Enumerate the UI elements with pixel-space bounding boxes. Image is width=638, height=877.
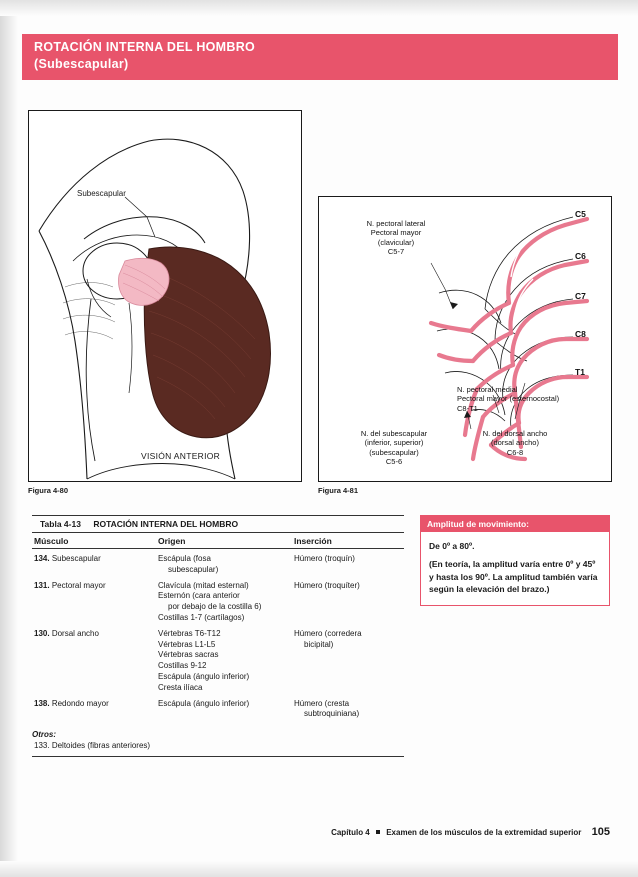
muscle-table bbox=[32, 515, 404, 757]
muscle-number: 133. bbox=[34, 741, 50, 751]
footer-bullet-icon bbox=[376, 830, 380, 834]
label-subscapular-line1: N. del subescapular bbox=[360, 429, 428, 438]
table-cell-musculo bbox=[32, 741, 158, 750]
table-row-otros bbox=[32, 739, 404, 750]
insercion-line: Húmero (cresta bbox=[294, 698, 350, 708]
table-row bbox=[32, 549, 404, 576]
label-thoracodorsal-line2: (dorsal ancho) bbox=[491, 438, 539, 448]
muscle-name: Dorsal ancho bbox=[51, 628, 99, 638]
table-cell-musculo bbox=[32, 581, 158, 624]
origen-line: Vértebras T6-T12 bbox=[158, 628, 221, 638]
muscle-number: 138. bbox=[34, 698, 50, 708]
label-lateral-pectoral-line3: (clavicular) bbox=[377, 237, 415, 247]
origen-line: Esternón (cara anterior bbox=[158, 591, 240, 601]
figure-4-80-view-label: VISIÓN ANTERIOR bbox=[141, 451, 221, 461]
table-cell-insercion bbox=[294, 629, 404, 694]
root-label-c5: C5 bbox=[575, 209, 586, 219]
label-lateral-pectoral-nerve bbox=[331, 219, 461, 257]
label-medial-pectoral-nerve bbox=[457, 385, 609, 413]
label-subscapular-line2: (inferior, superior) bbox=[364, 438, 424, 448]
label-subscapular-line4: C5-6 bbox=[385, 457, 403, 467]
origen-line: Cresta ilíaca bbox=[158, 682, 203, 692]
muscle-name: Redondo mayor bbox=[51, 698, 109, 708]
label-lateral-pectoral-line1: N. pectoral lateral bbox=[366, 219, 426, 228]
table-bottom-rule bbox=[32, 756, 404, 757]
table-cell-insercion bbox=[294, 554, 404, 576]
origen-line: Vértebras L1-L5 bbox=[158, 639, 216, 649]
page-title: ROTACIÓN INTERNA DEL HOMBRO bbox=[34, 40, 256, 54]
insercion-line: Húmero (troquín) bbox=[294, 554, 355, 563]
root-label-c7: C7 bbox=[575, 291, 586, 301]
figure-4-81 bbox=[318, 196, 612, 482]
table-cell-insercion bbox=[294, 581, 404, 624]
label-subscapular-nerve bbox=[335, 429, 453, 467]
insercion-line: subtroquiniana) bbox=[304, 709, 360, 719]
page-edge-shading-top bbox=[0, 0, 638, 16]
muscle-name: Subescapular bbox=[51, 554, 101, 563]
table-header-row bbox=[32, 533, 404, 549]
table-header-origen: Origen bbox=[158, 536, 186, 546]
table-row bbox=[32, 694, 404, 721]
label-thoracodorsal-line1: N. del dorsal ancho bbox=[482, 429, 548, 438]
footer-chapter: Capítulo 4 bbox=[331, 828, 370, 837]
origen-line: Clavícula (mitad esternal) bbox=[158, 580, 249, 590]
insercion-line: Húmero (corredera bbox=[294, 628, 362, 638]
muscle-number: 134. bbox=[34, 554, 50, 563]
figure-4-80 bbox=[28, 110, 302, 482]
page-number: 105 bbox=[591, 826, 610, 838]
label-thoracodorsal-line3: C6-8 bbox=[506, 447, 524, 457]
label-subscapular-line3: (subescapular) bbox=[369, 447, 419, 457]
insercion-line: bicipital) bbox=[304, 639, 334, 649]
table-cell-musculo bbox=[32, 554, 158, 576]
table-title-row bbox=[32, 515, 404, 533]
figure-4-80-caption: Figura 4-80 bbox=[28, 486, 69, 495]
origen-line: por debajo de la costilla 6) bbox=[168, 602, 262, 612]
root-label-c8: C8 bbox=[575, 329, 586, 339]
origen-line: Escápula (ángulo inferior) bbox=[158, 698, 250, 708]
table-number: Tabla 4-13 bbox=[40, 519, 81, 529]
label-medial-pectoral-line1: N. pectoral medial bbox=[457, 385, 518, 394]
table-cell-musculo bbox=[32, 629, 158, 694]
table-cell-origen bbox=[158, 554, 294, 576]
root-label-t1: T1 bbox=[575, 367, 585, 377]
rom-heading: Amplitud de movimiento: bbox=[421, 516, 609, 532]
table-header-musculo: Músculo bbox=[34, 536, 69, 546]
label-lateral-pectoral-line2: Pectoral mayor bbox=[370, 228, 422, 238]
table-header-insercion: Inserción bbox=[294, 536, 332, 546]
root-label-c6: C6 bbox=[575, 251, 586, 261]
figure-4-81-caption: Figura 4-81 bbox=[318, 486, 359, 495]
origen-line: Escápula (ángulo inferior) bbox=[158, 671, 250, 681]
origen-line: Costillas 9-12 bbox=[158, 661, 207, 671]
page-subtitle: (Subescapular) bbox=[34, 57, 129, 71]
table-cell-origen bbox=[158, 699, 294, 721]
origen-line: Vértebras sacras bbox=[158, 650, 219, 660]
page-header-band bbox=[22, 34, 618, 80]
rom-main-value: De 0º a 80º. bbox=[429, 541, 475, 551]
table-cell-origen bbox=[158, 629, 294, 694]
footer-text: Examen de los músculos de la extremidad superior bbox=[386, 828, 582, 837]
page-edge-shading-left bbox=[0, 0, 18, 877]
page-edge-shading-bottom bbox=[0, 861, 638, 877]
table-row bbox=[32, 624, 404, 694]
page-footer bbox=[0, 826, 638, 838]
range-of-motion-box bbox=[420, 515, 610, 606]
muscle-number: 130. bbox=[34, 628, 50, 638]
origen-line: subescapular) bbox=[168, 564, 219, 574]
rom-note: (En teoría, la amplitud varía entre 0º y 45º y hasta los 90º. La amplitud también varía según la elevación del brazo.) bbox=[429, 559, 598, 594]
muscle-name: Deltoides (fibras anteriores) bbox=[51, 741, 151, 751]
rom-body bbox=[421, 532, 609, 605]
insercion-line: Húmero (troquíter) bbox=[294, 580, 360, 590]
label-medial-pectoral-line2: Pectoral mayor (esternocostal) bbox=[457, 394, 560, 404]
table-cell-origen bbox=[158, 581, 294, 624]
table-cell-insercion bbox=[294, 699, 404, 721]
shoulder-anterior-view-illustration bbox=[29, 111, 301, 481]
label-thoracodorsal-nerve bbox=[455, 429, 575, 457]
table-row bbox=[32, 576, 404, 624]
label-medial-pectoral-line3: C8-T1 bbox=[457, 403, 478, 413]
table-title: ROTACIÓN INTERNA DEL HOMBRO bbox=[93, 519, 239, 529]
muscle-name: Pectoral mayor bbox=[51, 580, 106, 590]
table-otros-label: Otros: bbox=[32, 730, 56, 740]
muscle-number: 131. bbox=[34, 580, 50, 590]
table-cell-musculo bbox=[32, 699, 158, 721]
origen-line: Costillas 1-7 (cartílagos) bbox=[158, 612, 245, 622]
origen-line: Escápula (fosa bbox=[158, 554, 211, 563]
figure-4-80-muscle-label: Subescapular bbox=[77, 189, 126, 198]
label-lateral-pectoral-line4: C5-7 bbox=[387, 247, 405, 257]
